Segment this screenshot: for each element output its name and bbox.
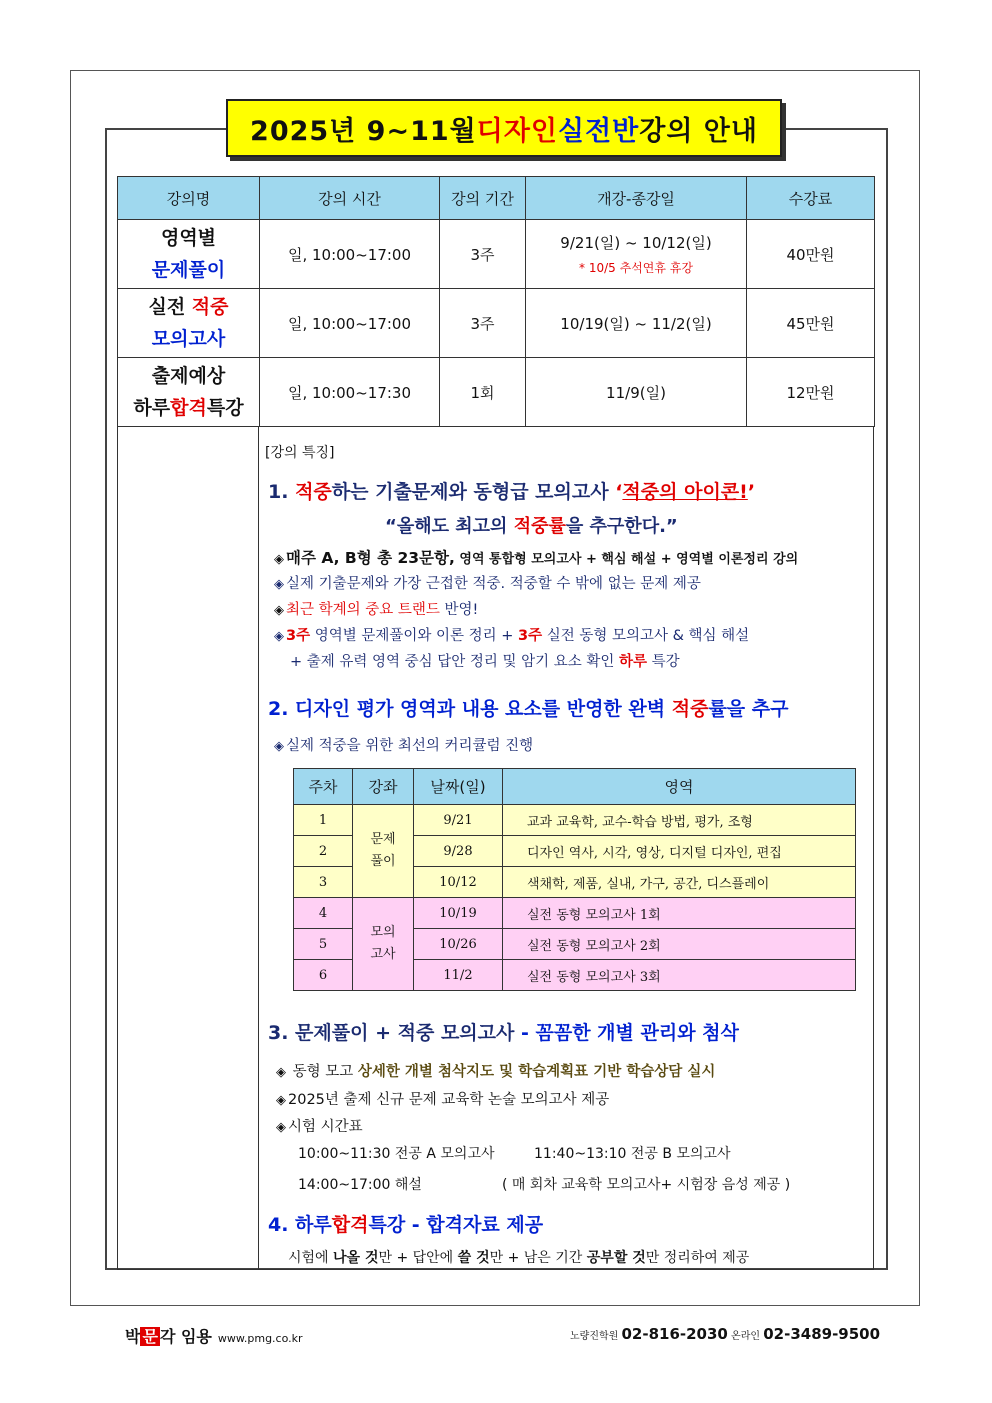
section-4-description [288,1247,749,1267]
course-name [118,358,260,427]
heading-highlight: 적중의 아이콘! [622,481,748,503]
footer-contact [570,1325,880,1343]
bullet-text: + 출제 유력 영역 중심 답안 정리 및 암기 요소 확인 [290,654,619,670]
section-2-heading [268,694,788,721]
course-group-cell: 문제 풀이 [353,805,414,898]
course-name-line: 모의고사 [151,328,226,350]
desc-text: 만 정리하여 제공 [645,1250,750,1266]
course-dates [526,220,747,289]
heading-highlight: 합격 [331,1214,369,1236]
features-border-right [873,426,874,1270]
title-design: 디자인 [476,115,558,147]
col-header: 강의 기간 [440,177,526,220]
course-name-line: 실전 [148,296,192,318]
week-cell: 5 [294,929,353,960]
bullet-highlight: 상세한 개별 첨삭지도 및 학습계획표 기반 학습상담 실시 [357,1064,716,1080]
bullet-text: 반영! [439,602,479,618]
schedule-item: 10:00~11:30 전공 A 모의고사 [298,1146,495,1162]
table-row [294,898,856,929]
area-cell: 실전 동형 모의고사 2회 [503,929,856,960]
bullet-text: 실제 적중을 위한 최선의 커리큘럼 진행 [286,738,534,754]
course-dates: 10/19(일) ~ 11/2(일) [526,289,747,358]
area-cell: 실전 동형 모의고사 1회 [503,898,856,929]
desc-text: 만 + 답안에 [378,1250,458,1266]
bullet-item [274,734,533,755]
date-cell: 10/19 [414,898,503,929]
diamond-bullet-icon: ◈ [276,1065,286,1080]
area-cell: 실전 동형 모의고사 3회 [503,960,856,991]
bullet-text: 시험 시간표 [288,1119,363,1135]
title-course-type: 실전반 [557,115,640,147]
frame-top-left [105,128,227,130]
week-cell: 6 [294,960,353,991]
col-header: 날짜(일) [414,769,503,805]
curriculum-table [293,768,856,991]
bullet-highlight: 하루 [618,654,647,670]
heading-text: 2. 디자인 평가 영역과 내용 요소를 반영한 완벽 [268,698,672,720]
col-header: 영역 [503,769,856,805]
frame-top-right [782,128,888,130]
desc-highlight: 쓸 것 [457,1250,490,1266]
course-time: 일, 10:00~17:00 [260,220,440,289]
logo-text: 각 임용 [159,1327,212,1346]
diamond-bullet-icon: ◈ [274,577,284,592]
course-period: 3주 [440,220,526,289]
date-cell: 9/21 [414,805,503,836]
course-time: 일, 10:00~17:00 [260,289,440,358]
bullet-item [274,546,798,568]
heading-text: 특강 - 합격자료 제공 [368,1214,544,1236]
area-cell: 색채학, 제품, 실내, 가구, 공간, 디스플레이 [503,867,856,898]
week-cell: 1 [294,805,353,836]
quote-highlight: 적중률 [513,516,566,537]
col-header: 강의 시간 [260,177,440,220]
bullet-item [274,624,749,645]
bullet-item [274,572,701,593]
date-cell: 10/12 [414,867,503,898]
col-header: 수강료 [747,177,875,220]
contact-label: 노량진학원 [570,1331,622,1342]
desc-text: 시험에 [288,1250,334,1266]
heading-text: 률을 추구 [708,698,789,720]
table-row [118,220,875,289]
bullet-highlight: 3주 [286,628,311,644]
desc-highlight: 나올 것 [333,1250,379,1266]
course-name-highlight: 적중 [191,296,229,318]
bullet-text: 실제 기출문제와 가장 근접한 적중. 적중할 수 밖에 없는 문제 제공 [286,576,701,592]
bullet-highlight: 최근 학계의 중요 트랜드 [286,602,440,618]
week-cell: 2 [294,836,353,867]
table-row [118,358,875,427]
course-name-line: 하루 [133,397,171,419]
heading-text: 하는 기출문제와 동형급 모의고사 [331,481,616,503]
course-name [118,220,260,289]
schedule-item: 14:00~17:00 해설 [298,1177,422,1193]
table-header-row [118,177,875,220]
bullet-item [276,1060,715,1081]
col-header: 강의명 [118,177,260,220]
course-fee: 12만원 [747,358,875,427]
desc-text: 만 + 남은 기간 [489,1250,587,1266]
quote-mark: ’ [747,481,756,503]
bullet-item [274,598,478,619]
holiday-note: * 10/5 추석연휴 휴강 [579,261,693,275]
features-divider [258,426,259,1270]
col-header: 강좌 [353,769,414,805]
table-row [294,805,856,836]
table-header-row [294,769,856,805]
course-time: 일, 10:00~17:30 [260,358,440,427]
section-1-heading [268,477,755,504]
col-header: 주차 [294,769,353,805]
diamond-bullet-icon: ◈ [274,629,284,644]
area-cell: 교과 교육학, 교수-학습 방법, 평가, 조형 [503,805,856,836]
week-cell: 4 [294,898,353,929]
bullet-text: 영역별 문제풀이와 이론 정리 + [310,628,518,644]
bullet-continuation [290,650,680,671]
features-border-left [117,426,118,1270]
course-period: 1회 [440,358,526,427]
footer-url: www.pmg.co.kr [217,1332,303,1345]
features-border-bottom [117,1269,874,1270]
diamond-bullet-icon: ◈ [274,552,284,567]
logo-text: 박 [125,1327,141,1346]
course-dates: 11/9(일) [526,358,747,427]
section-3-heading [268,1018,739,1045]
diamond-bullet-icon: ◈ [274,739,284,754]
contact-label: 온라인 [727,1331,764,1342]
course-name-line: 문제풀이 [151,259,226,281]
heading-highlight: 적중 [671,698,709,720]
date-cell: 11/2 [414,960,503,991]
table-row [118,289,875,358]
bullet-highlight: 3주 [518,628,543,644]
title-part: 강의 안내 [639,115,758,147]
logo-mark: 문 [142,1327,158,1346]
heading-highlight: - 꼼꼼한 개별 관리와 첨삭 [520,1022,739,1044]
section-1-quote [385,512,678,538]
date-cell: 9/28 [414,836,503,867]
quote-text: “올해도 최고의 [385,516,514,537]
quote-mark: ‘ [615,481,623,503]
course-fee: 45만원 [747,289,875,358]
bullet-text: 동형 모고 [288,1064,358,1080]
bullet-text: 영역 통합형 모의고사 + 핵심 해설 + 영역별 이론정리 강의 [454,552,799,567]
col-header: 개강-종강일 [526,177,747,220]
course-name-line: 영역별 [160,227,217,249]
week-cell: 3 [294,867,353,898]
course-fee: 40만원 [747,220,875,289]
contact-phone: 02-3489-9500 [763,1325,881,1343]
date-cell: 10/26 [414,929,503,960]
course-period: 3주 [440,289,526,358]
desc-highlight: 공부할 것 [586,1250,646,1266]
schedule-item: 11:40~13:10 전공 B 모의고사 [534,1146,731,1162]
quote-text: 을 추구한다.” [565,516,678,537]
heading-text: 3. 문제풀이 + 적중 모의고사 [268,1022,521,1044]
bullet-text: 실전 동형 모의고사 & 핵심 해설 [542,628,750,644]
page-title [226,99,782,157]
bullet-text: 특강 [647,654,680,670]
course-name-line: 특강 [206,397,244,419]
bullet-item [276,1115,363,1136]
bullet-text: 매주 A, B형 총 23문항, [286,549,455,567]
diamond-bullet-icon: ◈ [274,603,284,618]
bullet-text: 2025년 출제 신규 문제 교육학 논술 모의고사 제공 [288,1092,610,1108]
course-dates-text: 9/21(일) ~ 10/12(일) [560,234,712,252]
heading-text: 4. 하루 [268,1214,332,1236]
course-group-cell: 모의 고사 [353,898,414,991]
section-number: 1. [268,481,296,503]
course-name-highlight: 합격 [170,397,207,419]
heading-highlight: 적중 [295,481,332,503]
contact-phone: 02-816-2030 [621,1325,728,1343]
course-table [117,176,875,427]
area-cell: 디자인 역사, 시각, 영상, 디지털 디자인, 편집 [503,836,856,867]
features-label: [강의 특징] [265,445,335,461]
schedule-note: ( 매 회차 교육학 모의고사+ 시험장 음성 제공 ) [502,1177,791,1193]
course-name [118,289,260,358]
section-4-heading [268,1210,543,1237]
diamond-bullet-icon: ◈ [276,1093,286,1108]
footer-logo [125,1324,303,1347]
title-part: 2025년 9~11월 [250,115,477,147]
bullet-item [276,1088,609,1109]
diamond-bullet-icon: ◈ [276,1120,286,1135]
course-name-line: 출제예상 [151,365,226,387]
